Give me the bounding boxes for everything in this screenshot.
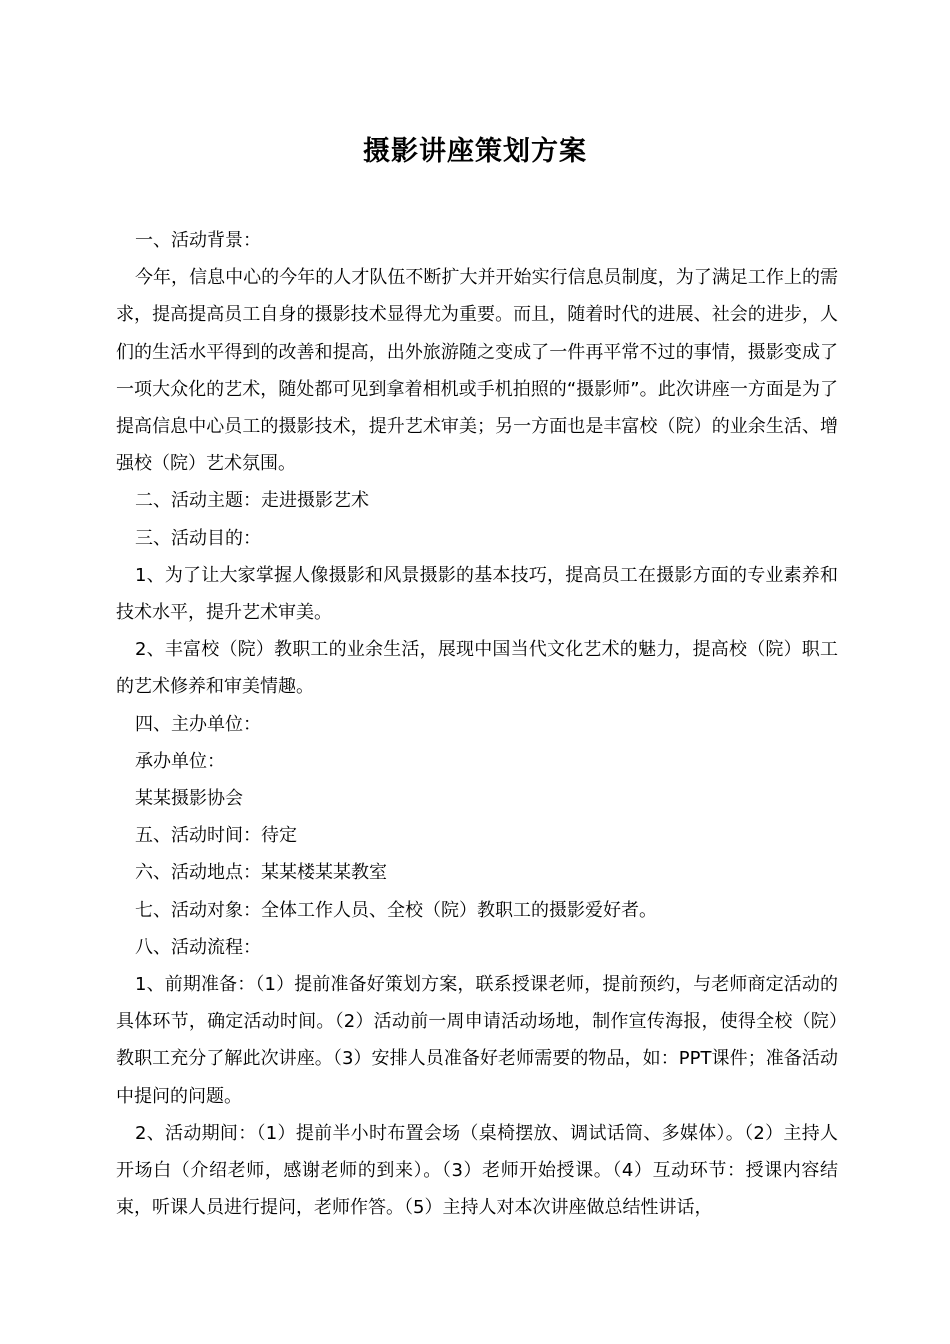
section-audience: 七、活动对象：全体工作人员、全校（院）教职工的摄影爱好者。: [135, 899, 657, 921]
section-time: 五、活动时间：待定: [135, 825, 297, 847]
section-location: 六、活动地点：某某楼某某教室: [135, 862, 387, 884]
section-heading-background: 一、活动背景：: [135, 230, 261, 251]
section-heading-purpose: 三、活动目的：: [135, 527, 261, 549]
process-item-during-event: 2、活动期间：（1）提前半小时布置会场（桌椅摆放、调试话筒、多媒体）。（2）主持人开场白（介绍老师，感谢老师的到来）。（3）老师开始授课。（4）互动环节：授课内容结束，听课人员进行提问，老师作答。（5）主持人对本次讲座做总结性讲话，: [116, 1122, 838, 1219]
co-organizer-value: 某某摄影协会: [135, 788, 243, 810]
co-organizer-label: 承办单位：: [135, 750, 225, 772]
section-theme: 二、活动主题：走进摄影艺术: [135, 490, 369, 512]
purpose-item-1: 1、为了让大家掌握人像摄影和风景摄影的基本技巧，提高员工在摄影方面的专业素养和技术水平，提升艺术审美。: [116, 564, 838, 624]
process-item-preparation: 1、前期准备：（1）提前准备好策划方案，联系授课老师，提前预约，与老师商定活动的具体环节，确定活动时间。（2）活动前一周申请活动场地，制作宣传海报，使得全校（院）教职工充分了解此次讲座。（3）安排人员准备好老师需要的物品，如：PPT课件；准备活动中提问的问题。: [116, 974, 838, 1107]
section-heading-organizer: 四、主办单位：: [135, 713, 261, 735]
section-heading-process: 八、活动流程：: [135, 936, 261, 958]
paragraph-background: 今年，信息中心的今年的人才队伍不断扩大并开始实行信息员制度，为了满足工作上的需求，提高提高员工自身的摄影技术显得尤为重要。而且，随着时代的进展、社会的进步，人们的生活水平得到的改善和提高，出外旅游随之变成了一件再平常不过的事情，摄影变成了一项大众化的艺术，随处都可见到拿着相机或手机拍照的“摄影师”。此次讲座一方面是为了提高信息中心员工的摄影技术，提升艺术审美；另一方面也是丰富校（院）的业余生活、增强校（院）艺术氛围。: [116, 267, 838, 475]
document-body: [116, 222, 838, 1226]
purpose-item-2: 2、丰富校（院）教职工的业余生活，展现中国当代文化艺术的魅力，提高校（院）职工的艺术修养和审美情趣。: [116, 639, 838, 698]
document-title: 摄影讲座策划方案: [363, 136, 587, 167]
